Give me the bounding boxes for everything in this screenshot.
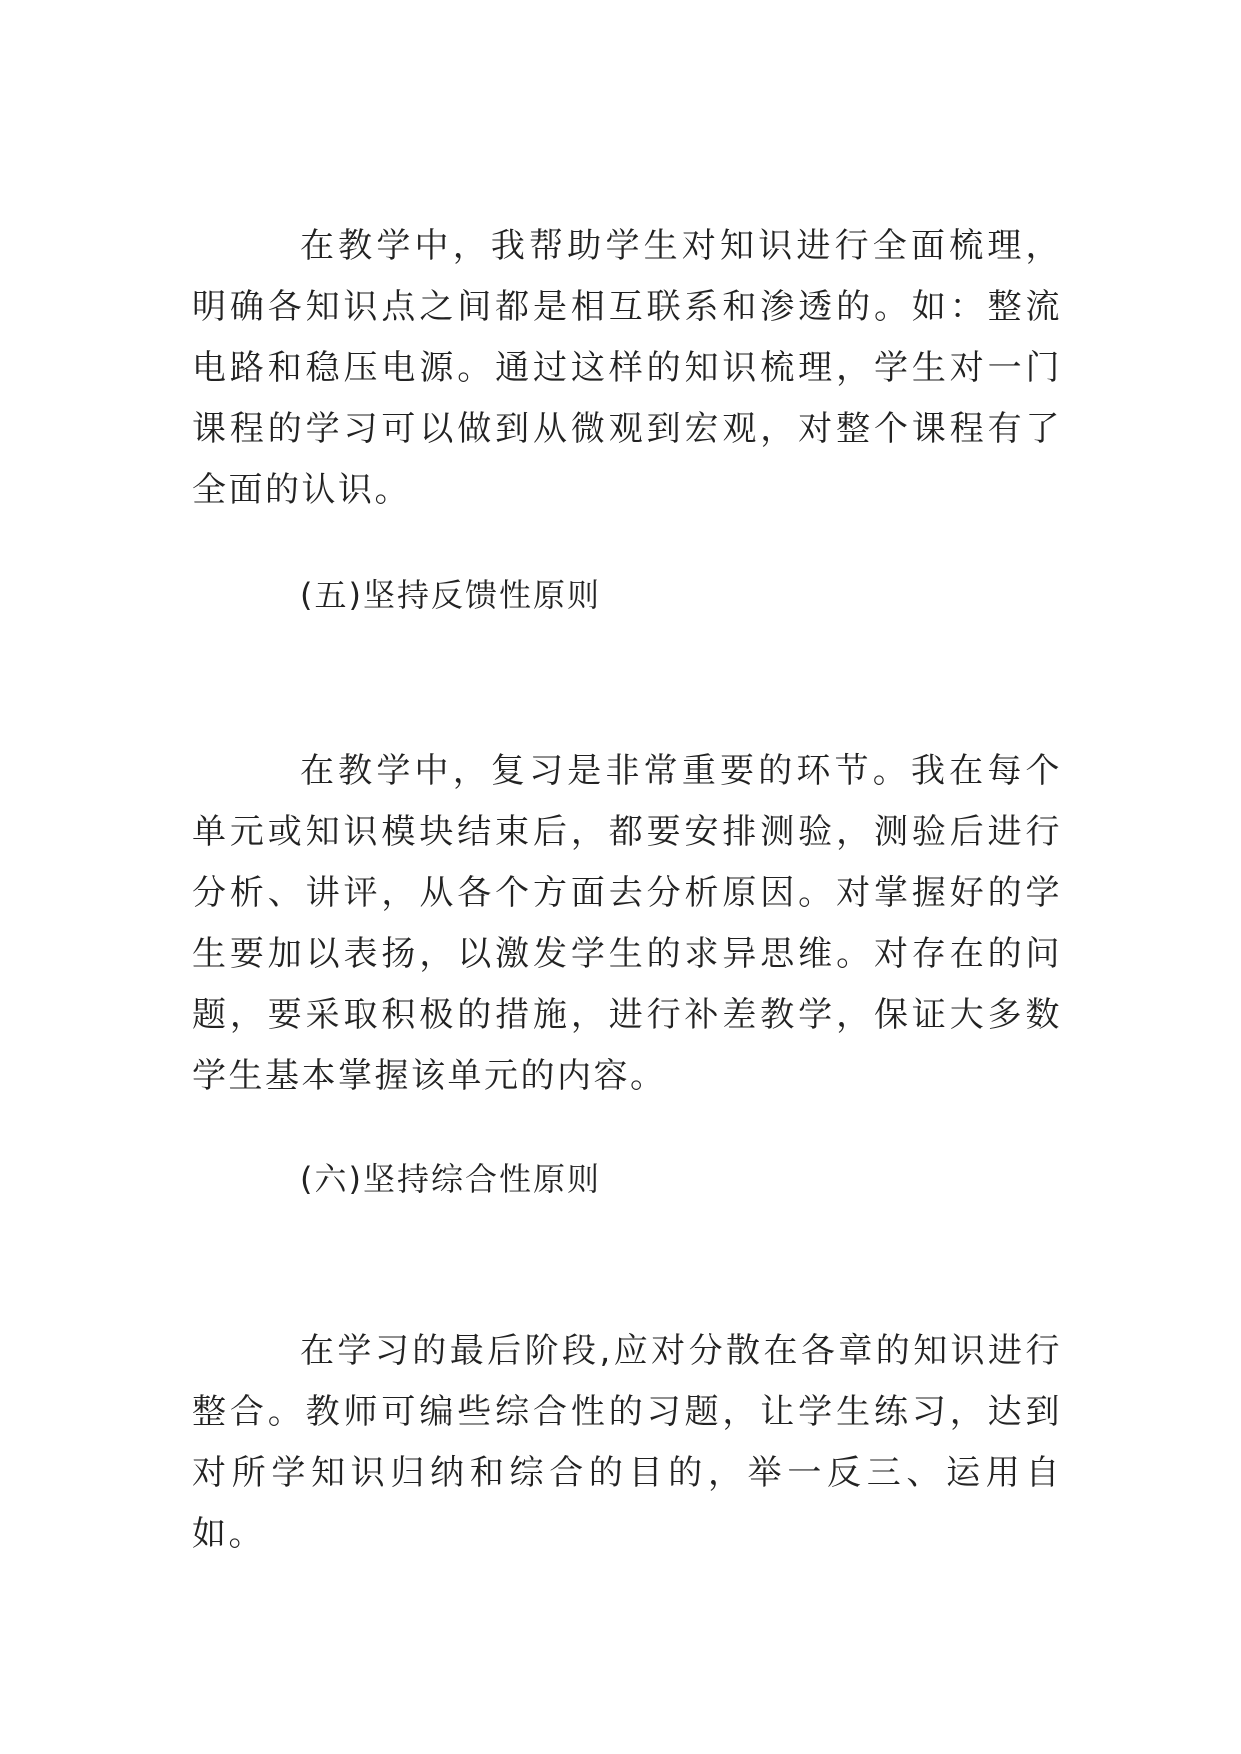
- body-paragraph: 在教学中，我帮助学生对知识进行全面梳理，明确各知识点之间都是相互联系和渗透的。如：整流电路和稳压电源。通过这样的知识梳理，学生对一门课程的学习可以做到从微观到宏观，对整个课程有了全面的认识。: [192, 226, 1062, 510]
- section-heading: (六)坚持综合性原则: [300, 1160, 601, 1198]
- body-paragraph: 在教学中，复习是非常重要的环节。我在每个单元或知识模块结束后，都要安排测验，测验后进行分析、讲评，从各个方面去分析原因。对掌握好的学生要加以表扬，以激发学生的求异思维。对存在的问题，要采取积极的措施，进行补差教学，保证大多数学生基本掌握该单元的内容。: [192, 751, 1062, 1096]
- body-paragraph: 在学习的最后阶段,应对分散在各章的知识进行整合。教师可编些综合性的习题，让学生练习，达到对所学知识归纳和综合的目的，举一反三、运用自如。: [192, 1331, 1062, 1554]
- section-heading: (五)坚持反馈性原则: [300, 576, 601, 614]
